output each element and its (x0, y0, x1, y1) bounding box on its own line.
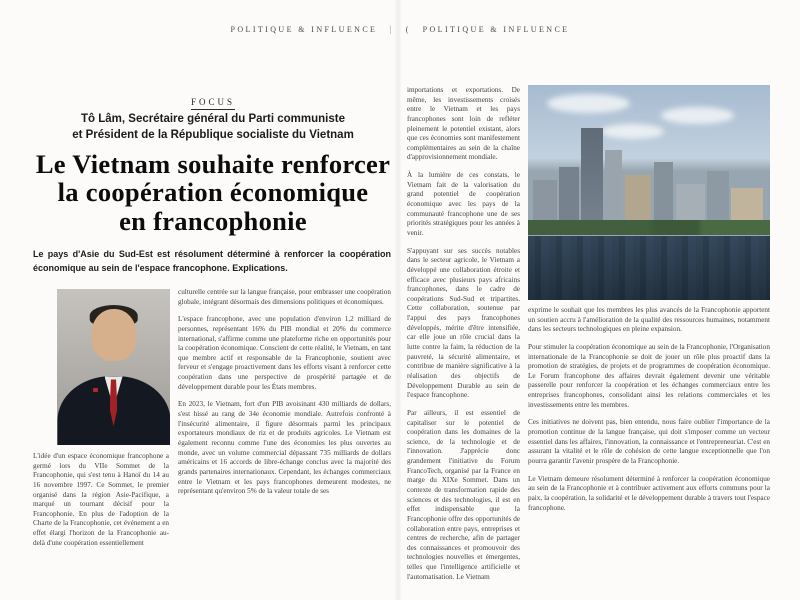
paragraph: Par ailleurs, il est essentiel de capitaliser sur le potentiel de coopération dans les domaines de la science, de la technologie et de l'innovation. J'apprécie donc grandement l'initiative du Forum FrancoTech, organisé par la France en marge du XIXe Sommet. Dans un contexte de transformation rapide des sciences et des technologies, il est en effet indispensable que la Francophonie offre des opportunités de collaboration entre pays, entreprises et centres de recherche, afin de partager des connaissances et promouvoir des technologies nouvelles et émergentes, telles que l'intelligence artificielle et l'automatisation. Le Vietnam (407, 408, 520, 581)
byline-line-2: et Président de la République socialiste du Vietnam (72, 128, 354, 141)
portrait-photo (57, 289, 170, 445)
kicker-wrap (33, 92, 393, 110)
building-shape (654, 162, 673, 227)
portrait-flag-pin-shape (93, 388, 98, 392)
kicker-label: FOCUS (191, 97, 235, 110)
paragraph: En 2023, le Vietnam, fort d'un PIB avoisinant 430 milliards de dollars, s'est hissé au rang de 34e économie mondiale. Autrefois confronté à l'insécurité alimentaire, il figure désormais parmi les principaux exportateurs mondiaux de riz et de produits agricoles. Le Vietnam est également reconnu comme l'une des économies les plus ouvertes au monde, avec un volume commercial dépassant 735 milliards de dollars américains et 16 accords de libre-échange conclus avec la majorité des grands partenaires internationaux. Cependant, les échanges commerciaux entre le Vietnam et les pays francophones demeurent modestes, ne représentant qu'environ 5% de la valeur totale de ses (178, 400, 391, 496)
page-fold (394, 0, 402, 600)
cityscape-photo (528, 85, 770, 300)
byline-line-1: Tô Lâm, Secrétaire général du Parti communiste (81, 113, 345, 125)
paragraph: L'espace francophone, avec une population d'environ 1,2 milliard de personnes, représentant 16% du PIB mondial et 20% du commerce international, s'affirme comme une plateforme riche en opportunités pour la coopération économique. Conscient de cette réalité, le Vietnam, en tant que membre actif et responsable de la Francophonie, soutient avec ferveur et s'engage proactivement dans les efforts visant à renforcer cette coopération dans une perspective de prospérité partagée et de développement durable pour les États membres. (178, 315, 391, 391)
building-shape (581, 128, 603, 227)
paragraph: S'appuyant sur ses succès notables dans le secteur agricole, le Vietnam a développé une collaboration étroite et efficace avec plusieurs pays africains francophones, dans le cadre de coopérations Sud-Sud et tripartites. Cette collaboration, soutenue par l'appui des pays francophones développés, mérite d'être intensifiée, car elle joue un rôle crucial dans la lutte contre la faim, la réduction de la pauvreté, la sécurité alimentaire, et contribue de manière significative à la réalisation des objectifs de Développement Durable au sein de l'espace francophone. (407, 246, 520, 400)
left-column-under-photo (33, 452, 169, 548)
header-divider: | (389, 24, 394, 34)
title-line-2: la coopération économique (57, 177, 369, 208)
cloud-shape (661, 107, 734, 124)
right-column-1 (407, 86, 520, 582)
paragraph: Le Vietnam demeure résolument déterminé à renforcer la coopération économique au sein de la Francophonie et à contribuer activement aux efforts communs pour la paix, la coopération, la solidarité et le développement durable à travers tout l'espace francophone. (528, 474, 770, 512)
building-shape (707, 171, 729, 227)
paragraph: importations et exportations. De même, les investissements croisés entre le Vietnam et les pays francophones sont loin de refléter pleinement le potentiel existant, alors que ces économies sont manifestement complémentaires au sein de la chaîne d'approvisionnement mondiale. (407, 86, 520, 162)
paragraph: Ces initiatives ne doivent pas, bien entendu, nous faire oublier l'importance de la promotion continue de la langue française, qui doit s'imposer comme un vecteur essentiel dans les affaires, l'innovation, la connaissance et l'entrepreneuriat. C'est en assurant la vitalité et le rôle de cohésion de cette langue exceptionnelle que l'on pourra garantir l'avenir prospère de la Francophonie. (528, 418, 770, 465)
right-wide-column (528, 306, 770, 513)
cloud-shape (601, 124, 664, 139)
paragraph: L'idée d'un espace économique francophone a germé lors du VIIe Sommet de la Francophonie, qui s'est tenu à Hanoï du 14 au 16 novembre 1997. Ce Sommet, le premier organisé dans la région Asie-Pacifique, a marqué un tournant décisif pour la Francophonie. En plus de l'adoption de la Charte de la Francophonie, cet événement a en effet élargi l'horizon de la Francophonie au-delà d'une coopération essentiellement (33, 452, 169, 547)
lake-shape (528, 236, 770, 301)
running-header-left: POLITIQUE & INFLUENCE (230, 24, 378, 34)
title-line-1: Le Vietnam souhaite renforcer (35, 149, 391, 179)
portrait-head-shape (91, 309, 136, 360)
trees-shape (528, 220, 770, 235)
title-line-3: en francophonie (119, 205, 307, 236)
standfirst: Le pays d'Asie du Sud-Est est résolument déterminé à renforcer la coopération économique au sein de l'espace francophone. Explications. (33, 249, 391, 273)
left-column-beside-photo (178, 288, 391, 497)
paragraph: À la lumière de ces constats, le Vietnam fait de la valorisation du grand potentiel de coopération économique avec les pays de la communauté francophone une de ses priorités stratégiques pour les années à venir. (407, 171, 520, 237)
building-shape (559, 167, 578, 227)
byline (33, 112, 393, 143)
cloud-shape (547, 94, 629, 113)
building-shape (625, 175, 652, 227)
running-header-right: POLITIQUE & INFLUENCE (422, 24, 570, 34)
article-title (20, 150, 406, 235)
paragraph: culturelle centrée sur la langue française, pour embrasser une coopération globale, intégrant désormais des dimensions politiques et économiques. (178, 288, 391, 306)
paragraph: Pour stimuler la coopération économique au sein de la Francophonie, l'Organisation internationale de la Francophonie se doit de jouer un rôle plus proactif dans la promotion de stratégies, de projets et de programmes de coopération économique. Le Forum francophone des affaires devrait également devenir une véritable passerelle pour renforcer la coopération et les échanges commerciaux entre les entreprises francophones, consolidant ainsi les relations commerciales et les investissements entre les membres. (528, 342, 770, 409)
building-shape (605, 150, 622, 227)
paragraph: exprime le souhait que les membres les plus avancés de la Francophonie apportent un soutien accru à l'amélioration de la qualité des ressources humaines, notamment dans les secteurs technologiques en pleine expansion. (528, 306, 770, 334)
header-mark: ( (405, 24, 411, 34)
